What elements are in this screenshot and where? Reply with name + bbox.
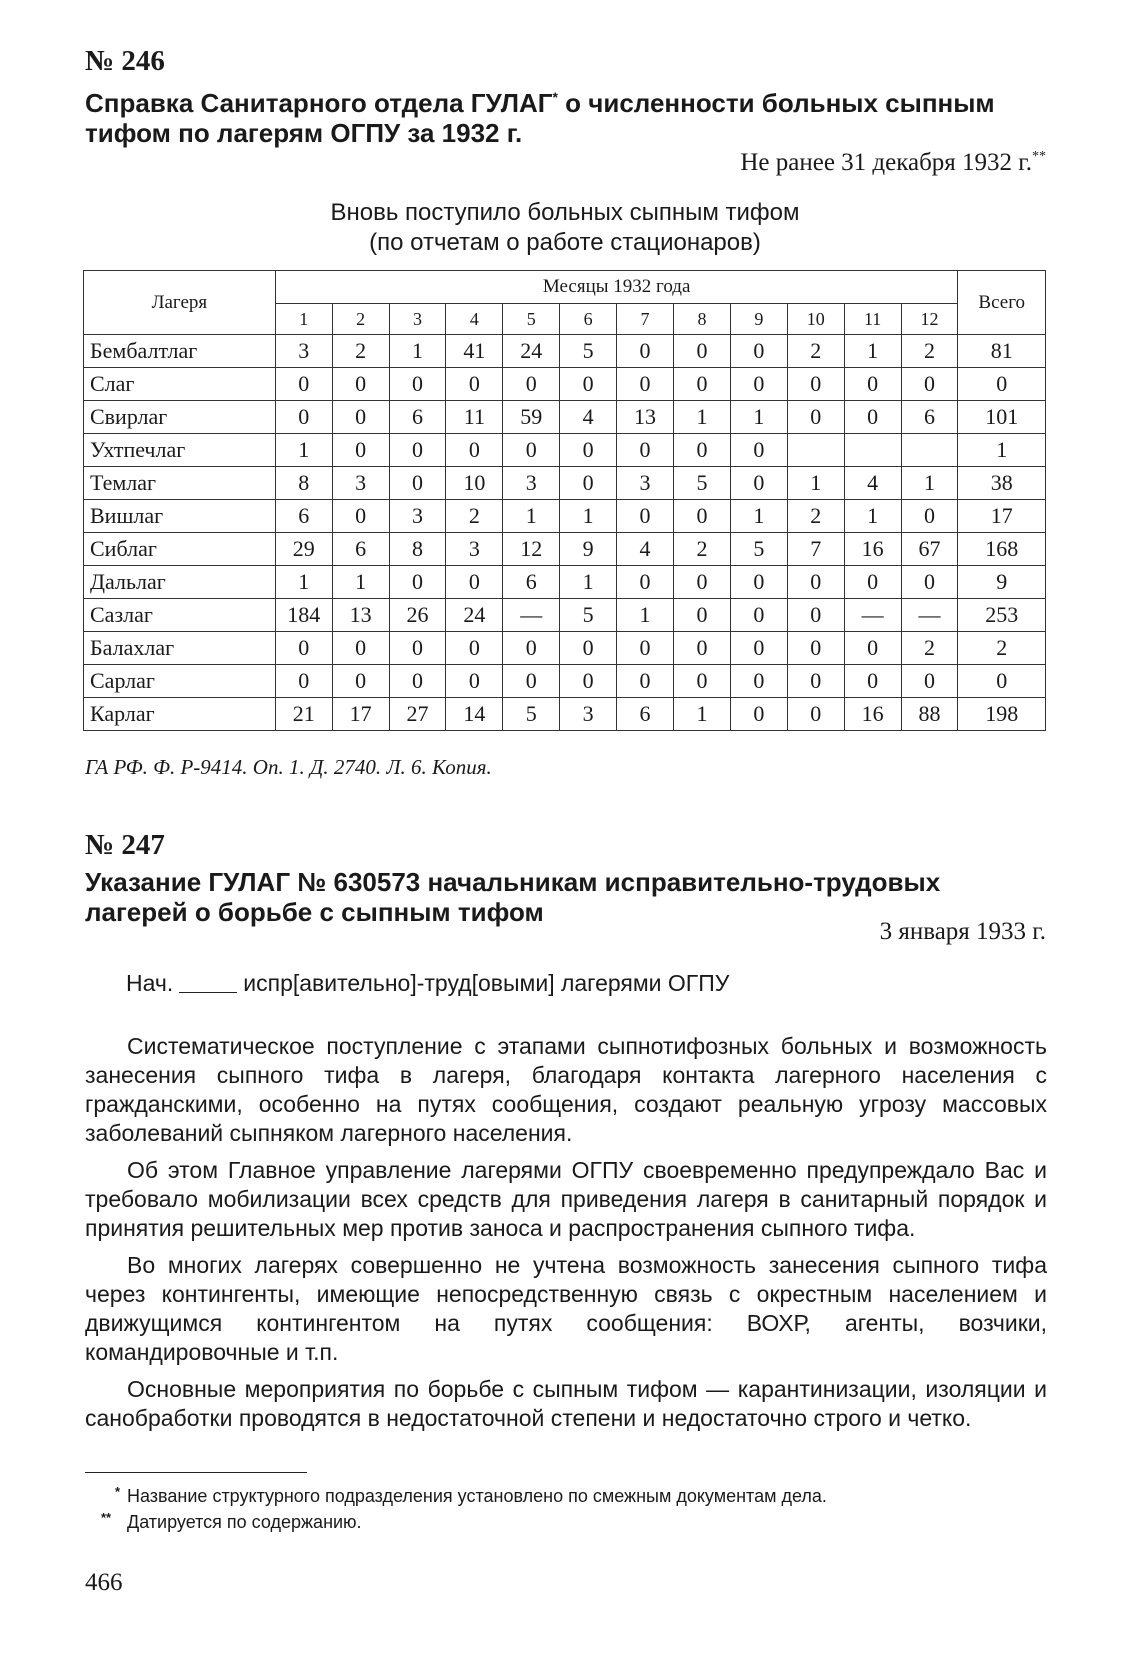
month-value: 0 (275, 401, 332, 434)
month-value: 0 (730, 467, 787, 500)
month-value: 0 (446, 566, 503, 599)
month-value: 3 (275, 335, 332, 368)
table-row (84, 533, 1046, 566)
month-value: 6 (503, 566, 560, 599)
addressee-prefix: Нач. (126, 970, 174, 996)
month-value: 8 (275, 467, 332, 500)
table-body (84, 335, 1046, 731)
month-value: 2 (674, 533, 731, 566)
month-value: 0 (446, 368, 503, 401)
month-value: 6 (275, 500, 332, 533)
table-row (84, 599, 1046, 632)
month-value: 0 (389, 467, 446, 500)
month-value: 13 (332, 599, 389, 632)
month-value: 2 (332, 335, 389, 368)
month-value: 0 (730, 566, 787, 599)
month-value: 1 (560, 500, 617, 533)
camp-name: Слаг (84, 368, 276, 401)
date-text: Не ранее 31 декабря 1932 г. (740, 149, 1032, 176)
month-value: 5 (503, 698, 560, 731)
camp-name: Карлаг (84, 698, 276, 731)
table-row (84, 566, 1046, 599)
month-value: 1 (275, 434, 332, 467)
footnote-2-text: Датируется по содержанию. (127, 1512, 362, 1532)
month-header-7: 7 (617, 304, 674, 335)
month-value: 0 (617, 632, 674, 665)
month-value: 0 (389, 566, 446, 599)
month-value: 0 (560, 434, 617, 467)
month-value: 0 (389, 434, 446, 467)
month-value: 0 (787, 698, 844, 731)
month-value: 0 (844, 401, 901, 434)
month-value (844, 434, 901, 467)
table-row (84, 500, 1046, 533)
row-total: 0 (958, 368, 1046, 401)
table-row (84, 665, 1046, 698)
month-value: 1 (730, 401, 787, 434)
month-header-5: 5 (503, 304, 560, 335)
month-value: 0 (730, 368, 787, 401)
table-row (84, 698, 1046, 731)
camp-name: Дальлаг (84, 566, 276, 599)
month-value: 0 (560, 665, 617, 698)
month-header-12: 12 (901, 304, 958, 335)
table-caption-line-1: Вновь поступило больных сыпным тифом (330, 199, 800, 226)
month-value: 1 (844, 335, 901, 368)
month-header-3: 3 (389, 304, 446, 335)
month-value: 3 (503, 467, 560, 500)
table-row (84, 434, 1046, 467)
table-row (84, 632, 1046, 665)
month-value: 2 (901, 335, 958, 368)
month-value: 9 (560, 533, 617, 566)
month-value: 0 (446, 632, 503, 665)
month-value: 1 (617, 599, 674, 632)
month-value: 4 (617, 533, 674, 566)
month-value: 6 (389, 401, 446, 434)
table-row (84, 401, 1046, 434)
camp-name: Ухтпечлаг (84, 434, 276, 467)
month-header-9: 9 (730, 304, 787, 335)
month-value: 184 (275, 599, 332, 632)
table-row (84, 335, 1046, 368)
month-value: 0 (674, 434, 731, 467)
month-value: 21 (275, 698, 332, 731)
month-value: 0 (787, 566, 844, 599)
camp-name: Темлаг (84, 467, 276, 500)
paragraph-3: Во многих лагерях совершенно не учтена возможность занесения сыпного тифа через контингенты, имеющие непосредственную связь с окрестным населением и движущимся контингентом на путях сообщения: ВОХР, агенты, возчики, командировочные и т.п. (85, 1252, 1047, 1365)
row-total: 168 (958, 533, 1046, 566)
month-value: 0 (674, 566, 731, 599)
month-value: 4 (844, 467, 901, 500)
footnote-2-mark: ** (101, 1510, 112, 1525)
month-value: 1 (730, 500, 787, 533)
month-value: 2 (787, 500, 844, 533)
month-header-6: 6 (560, 304, 617, 335)
month-value: 0 (560, 467, 617, 500)
camp-name: Свирлаг (84, 401, 276, 434)
month-value: 0 (674, 665, 731, 698)
month-value: 0 (901, 500, 958, 533)
month-value: 0 (787, 599, 844, 632)
month-value: 2 (446, 500, 503, 533)
document-number-246: № 246 (85, 45, 165, 77)
month-value: 0 (901, 665, 958, 698)
title-part-2: о численности больных сыпным тифом по лагерям ОГПУ за 1932 г. (85, 88, 995, 148)
month-value: 0 (446, 434, 503, 467)
row-total: 0 (958, 665, 1046, 698)
month-value: 0 (617, 335, 674, 368)
month-value: 1 (560, 566, 617, 599)
month-value: 0 (730, 434, 787, 467)
row-total: 253 (958, 599, 1046, 632)
addressee-rest: испр[авительно]-труд[овыми] лагерями ОГПУ (243, 970, 730, 996)
month-value: 0 (787, 665, 844, 698)
month-value: 0 (674, 632, 731, 665)
month-value: 0 (332, 434, 389, 467)
month-value (901, 434, 958, 467)
month-value: 14 (446, 698, 503, 731)
month-value: 0 (617, 566, 674, 599)
footnote-1-mark: * (115, 1484, 121, 1499)
month-value: 0 (901, 368, 958, 401)
document-title-246 (85, 82, 1045, 148)
row-total: 81 (958, 335, 1046, 368)
month-value: 0 (332, 500, 389, 533)
month-value: 0 (617, 500, 674, 533)
header-months: Месяцы 1932 года (275, 271, 958, 304)
month-value: 16 (844, 698, 901, 731)
document-title-247: Указание ГУЛАГ № 630573 начальникам исправительно-трудовых лагерей о борьбе с сыпным тифом (85, 867, 941, 927)
month-header-2: 2 (332, 304, 389, 335)
month-value (787, 434, 844, 467)
month-value: 3 (446, 533, 503, 566)
month-value: — (844, 599, 901, 632)
month-value: 1 (901, 467, 958, 500)
row-total: 17 (958, 500, 1046, 533)
camp-name: Балахлаг (84, 632, 276, 665)
month-value: 17 (332, 698, 389, 731)
month-value: 0 (730, 665, 787, 698)
month-value: 3 (332, 467, 389, 500)
footnote-1-text: Название структурного подразделения установлено по смежным документам дела. (127, 1486, 827, 1506)
month-value: 29 (275, 533, 332, 566)
month-value: 0 (275, 632, 332, 665)
month-value: 0 (730, 698, 787, 731)
month-value: 0 (503, 665, 560, 698)
table-row (84, 467, 1046, 500)
document-number-247: № 247 (85, 829, 165, 861)
month-value: 0 (275, 368, 332, 401)
month-value: 0 (844, 566, 901, 599)
month-value: 6 (332, 533, 389, 566)
row-total: 9 (958, 566, 1046, 599)
month-value: 2 (787, 335, 844, 368)
month-value: 0 (617, 368, 674, 401)
month-header-10: 10 (787, 304, 844, 335)
typhus-cases-table (83, 270, 1046, 731)
row-total: 2 (958, 632, 1046, 665)
month-value: 0 (674, 335, 731, 368)
month-value: 3 (560, 698, 617, 731)
month-value: 5 (674, 467, 731, 500)
month-value: 0 (617, 665, 674, 698)
month-value: 0 (503, 632, 560, 665)
title-footnote-mark: * (552, 89, 558, 105)
month-value: 88 (901, 698, 958, 731)
paragraph-1: Систематическое поступление с этапами сыпнотифозных больных и возможность занесения сыпного тифа в лагеря, благодаря контакта лагерного населения с гражданскими, особенно на путях сообщения, создают реальную угрозу массовых заболеваний сыпняком лагерного населения. (85, 1033, 1047, 1146)
month-value: 0 (730, 632, 787, 665)
row-total: 198 (958, 698, 1046, 731)
addressee-line (126, 968, 729, 998)
month-value: 0 (446, 665, 503, 698)
month-value: 0 (389, 368, 446, 401)
month-value: 16 (844, 533, 901, 566)
date-footnote-mark: ** (1032, 149, 1046, 164)
month-value: — (503, 599, 560, 632)
month-value: 1 (332, 566, 389, 599)
month-value: — (901, 599, 958, 632)
month-value: 0 (787, 368, 844, 401)
month-value: 0 (389, 632, 446, 665)
letter-body (85, 1032, 1047, 1441)
month-value: 6 (901, 401, 958, 434)
month-value: 0 (503, 434, 560, 467)
month-value: 0 (332, 632, 389, 665)
month-value: 0 (389, 665, 446, 698)
month-value: 0 (844, 665, 901, 698)
addressee-blank (179, 972, 237, 993)
month-value: 0 (901, 566, 958, 599)
month-value: 27 (389, 698, 446, 731)
month-value: 0 (560, 632, 617, 665)
month-value: 6 (617, 698, 674, 731)
camp-name: Бембалтлаг (84, 335, 276, 368)
camp-name: Сазлаг (84, 599, 276, 632)
month-value: 0 (674, 500, 731, 533)
month-value: 5 (560, 335, 617, 368)
month-value: 0 (332, 401, 389, 434)
document-date-246 (740, 142, 1046, 178)
month-header-11: 11 (844, 304, 901, 335)
month-value: 0 (503, 368, 560, 401)
month-value: 5 (560, 599, 617, 632)
footnote-2 (101, 1510, 362, 1534)
month-value: 10 (446, 467, 503, 500)
month-value: 0 (730, 335, 787, 368)
month-value: 8 (389, 533, 446, 566)
month-value: 13 (617, 401, 674, 434)
month-value: 0 (275, 665, 332, 698)
month-value: 1 (674, 698, 731, 731)
month-value: 0 (787, 632, 844, 665)
table-row (84, 368, 1046, 401)
month-header-1: 1 (275, 304, 332, 335)
month-value: 1 (844, 500, 901, 533)
row-total: 38 (958, 467, 1046, 500)
month-value: 0 (332, 368, 389, 401)
month-value: 0 (844, 632, 901, 665)
month-value: 1 (503, 500, 560, 533)
paragraph-4: Основные мероприятия по борьбе с сыпным тифом — карантинизации, изоляции и санобработки проводятся в недостаточной степени и недостаточно строго и четко. (85, 1376, 1047, 1431)
month-value: 1 (275, 566, 332, 599)
month-value: 5 (730, 533, 787, 566)
paragraph-2: Об этом Главное управление лагерями ОГПУ своевременно предупреждало Вас и требовало мобилизации всех средств для приведения лагеря в санитарный порядок и принятия решительных мер против заноса и распространения сыпного тифа. (85, 1157, 1047, 1241)
month-value: 41 (446, 335, 503, 368)
month-value: 4 (560, 401, 617, 434)
document-date-247: 3 января 1933 г. (879, 918, 1046, 945)
month-value: 26 (389, 599, 446, 632)
month-value: 59 (503, 401, 560, 434)
month-value: 1 (787, 467, 844, 500)
table-caption-line-2: (по отчетам о работе стационаров) (369, 229, 761, 256)
month-value: 3 (389, 500, 446, 533)
month-header-4: 4 (446, 304, 503, 335)
header-total: Всего (958, 271, 1046, 335)
month-value: 0 (674, 368, 731, 401)
row-total: 1 (958, 434, 1046, 467)
footnote-divider (85, 1472, 307, 1473)
month-value: 12 (503, 533, 560, 566)
month-value: 0 (332, 665, 389, 698)
month-value: 24 (503, 335, 560, 368)
month-value: 0 (844, 368, 901, 401)
month-value: 0 (787, 401, 844, 434)
page-number: 466 (85, 1569, 123, 1596)
month-value: 11 (446, 401, 503, 434)
month-value: 1 (389, 335, 446, 368)
camp-name: Сарлаг (84, 665, 276, 698)
month-value: 7 (787, 533, 844, 566)
header-camps: Лагеря (84, 271, 276, 335)
month-value: 67 (901, 533, 958, 566)
month-value: 24 (446, 599, 503, 632)
month-header-8: 8 (674, 304, 731, 335)
camp-name: Сиблаг (84, 533, 276, 566)
month-value: 0 (617, 434, 674, 467)
month-value: 3 (617, 467, 674, 500)
row-total: 101 (958, 401, 1046, 434)
camp-name: Вишлаг (84, 500, 276, 533)
footnote-1 (115, 1484, 827, 1508)
month-value: 0 (730, 599, 787, 632)
archive-source: ГА РФ. Ф. Р-9414. Оп. 1. Д. 2740. Л. 6. Копия. (85, 755, 492, 779)
month-value: 0 (674, 599, 731, 632)
month-value: 2 (901, 632, 958, 665)
month-value: 1 (674, 401, 731, 434)
title-part-1: Справка Санитарного отдела ГУЛАГ (85, 88, 553, 118)
month-value: 0 (560, 368, 617, 401)
